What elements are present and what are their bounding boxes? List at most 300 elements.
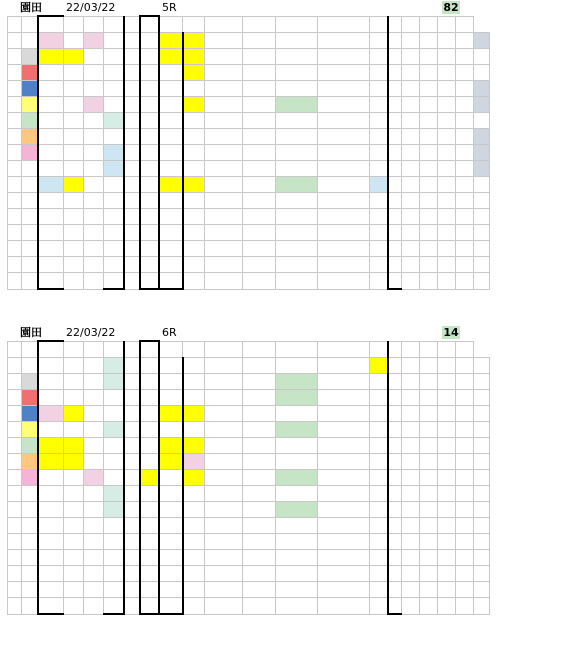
rank-a-cell[interactable] — [38, 97, 64, 113]
column-header[interactable] — [318, 16, 370, 33]
row-number[interactable] — [8, 33, 22, 49]
today-jockey[interactable] — [318, 257, 370, 273]
frame-number[interactable] — [22, 113, 38, 129]
table-row[interactable] — [8, 470, 490, 486]
distance-code[interactable] — [388, 518, 402, 534]
p-percent[interactable] — [438, 534, 456, 550]
p-count[interactable] — [456, 598, 474, 615]
finish-position[interactable] — [370, 97, 388, 113]
rank-b-cell[interactable] — [64, 129, 84, 145]
today-jockey[interactable] — [318, 358, 370, 374]
previous-grade[interactable] — [183, 81, 205, 97]
p-percent[interactable] — [438, 193, 456, 209]
frame-number[interactable] — [22, 65, 38, 81]
distance-horse[interactable] — [243, 193, 276, 209]
jockey-record[interactable] — [276, 534, 318, 550]
flow-arrow[interactable] — [124, 470, 140, 486]
table-row[interactable] — [8, 177, 490, 193]
previous-grade[interactable] — [183, 97, 205, 113]
rank-a-cell[interactable] — [38, 518, 64, 534]
finish-position[interactable] — [370, 193, 388, 209]
previous-grade[interactable] — [183, 550, 205, 566]
interval[interactable] — [474, 582, 490, 598]
rank-b-cell[interactable] — [64, 582, 84, 598]
table-row[interactable] — [8, 97, 490, 113]
today-jockey[interactable] — [318, 374, 370, 390]
column-header[interactable] — [140, 16, 159, 33]
column-header[interactable] — [64, 341, 84, 358]
evaluation-3[interactable] — [205, 225, 243, 241]
today-jockey[interactable] — [318, 33, 370, 49]
rank-b-cell[interactable] — [64, 97, 84, 113]
finish-position[interactable] — [370, 145, 388, 161]
k-percent[interactable] — [402, 598, 420, 615]
jockey-record[interactable] — [276, 454, 318, 470]
column-header[interactable] — [402, 341, 420, 358]
jockey-record[interactable] — [276, 129, 318, 145]
interval[interactable] — [474, 209, 490, 225]
p-percent[interactable] — [438, 225, 456, 241]
interval[interactable] — [474, 502, 490, 518]
k-count[interactable] — [420, 518, 438, 534]
evaluation-3[interactable] — [205, 502, 243, 518]
table-row[interactable] — [8, 566, 490, 582]
rank-d-cell[interactable] — [104, 49, 124, 65]
rank-b-cell[interactable] — [64, 241, 84, 257]
column-header[interactable] — [64, 16, 84, 33]
rank-d-cell[interactable] — [104, 374, 124, 390]
frame-number[interactable] — [22, 422, 38, 438]
finish-position[interactable] — [370, 209, 388, 225]
column-header[interactable] — [318, 341, 370, 358]
distance-code[interactable] — [388, 406, 402, 422]
rank-d-cell[interactable] — [104, 113, 124, 129]
jockey-record[interactable] — [276, 470, 318, 486]
evaluation-3[interactable] — [205, 177, 243, 193]
running-style[interactable] — [140, 470, 159, 486]
finish-position[interactable] — [370, 225, 388, 241]
row-number[interactable] — [8, 177, 22, 193]
rank-d-cell[interactable] — [104, 566, 124, 582]
previous-grade[interactable] — [183, 33, 205, 49]
interval[interactable] — [474, 534, 490, 550]
p-count[interactable] — [456, 550, 474, 566]
evaluation-3[interactable] — [205, 49, 243, 65]
distance-horse[interactable] — [243, 113, 276, 129]
previous-grade[interactable] — [183, 518, 205, 534]
distance-horse[interactable] — [243, 177, 276, 193]
p-count[interactable] — [456, 502, 474, 518]
k-count[interactable] — [420, 193, 438, 209]
p-percent[interactable] — [438, 406, 456, 422]
frame-number[interactable] — [22, 193, 38, 209]
rank-c-cell[interactable] — [84, 374, 104, 390]
today-jockey[interactable] — [318, 81, 370, 97]
header-frame[interactable] — [22, 341, 38, 358]
rank-b-cell[interactable] — [64, 49, 84, 65]
row-number[interactable] — [8, 241, 22, 257]
frame-number[interactable] — [22, 438, 38, 454]
jockey-record[interactable] — [276, 113, 318, 129]
k-count[interactable] — [420, 129, 438, 145]
prediction-mark[interactable] — [159, 193, 183, 209]
jockey-record[interactable] — [276, 241, 318, 257]
today-jockey[interactable] — [318, 486, 370, 502]
evaluation-3[interactable] — [205, 209, 243, 225]
today-jockey[interactable] — [318, 422, 370, 438]
rank-b-cell[interactable] — [64, 422, 84, 438]
distance-code[interactable] — [388, 257, 402, 273]
rank-b-cell[interactable] — [64, 113, 84, 129]
row-number[interactable] — [8, 534, 22, 550]
prediction-mark[interactable] — [159, 390, 183, 406]
k-count[interactable] — [420, 177, 438, 193]
interval[interactable] — [474, 257, 490, 273]
frame-number[interactable] — [22, 582, 38, 598]
prediction-mark[interactable] — [159, 438, 183, 454]
today-jockey[interactable] — [318, 209, 370, 225]
table-row[interactable] — [8, 406, 490, 422]
table-row[interactable] — [8, 374, 490, 390]
running-style[interactable] — [140, 33, 159, 49]
prediction-mark[interactable] — [159, 486, 183, 502]
table-row[interactable] — [8, 193, 490, 209]
running-style[interactable] — [140, 161, 159, 177]
k-count[interactable] — [420, 241, 438, 257]
previous-grade[interactable] — [183, 273, 205, 290]
previous-grade[interactable] — [183, 470, 205, 486]
column-header[interactable] — [243, 341, 276, 358]
frame-number[interactable] — [22, 225, 38, 241]
rank-b-cell[interactable] — [64, 470, 84, 486]
today-jockey[interactable] — [318, 49, 370, 65]
prediction-mark[interactable] — [159, 49, 183, 65]
table-row[interactable] — [8, 582, 490, 598]
distance-code[interactable] — [388, 374, 402, 390]
frame-number[interactable] — [22, 161, 38, 177]
table-row[interactable] — [8, 145, 490, 161]
previous-grade[interactable] — [183, 113, 205, 129]
p-count[interactable] — [456, 566, 474, 582]
rank-c-cell[interactable] — [84, 177, 104, 193]
k-percent[interactable] — [402, 358, 420, 374]
rank-c-cell[interactable] — [84, 390, 104, 406]
row-number[interactable] — [8, 486, 22, 502]
jockey-record[interactable] — [276, 177, 318, 193]
running-style[interactable] — [140, 257, 159, 273]
p-count[interactable] — [456, 129, 474, 145]
k-count[interactable] — [420, 358, 438, 374]
today-jockey[interactable] — [318, 145, 370, 161]
rank-a-cell[interactable] — [38, 161, 64, 177]
evaluation-3[interactable] — [205, 438, 243, 454]
finish-position[interactable] — [370, 454, 388, 470]
p-count[interactable] — [456, 273, 474, 290]
jockey-record[interactable] — [276, 209, 318, 225]
distance-horse[interactable] — [243, 518, 276, 534]
prediction-mark[interactable] — [159, 406, 183, 422]
row-number[interactable] — [8, 193, 22, 209]
column-header[interactable] — [183, 341, 205, 358]
jockey-record[interactable] — [276, 374, 318, 390]
table-row[interactable] — [8, 129, 490, 145]
rank-a-cell[interactable] — [38, 273, 64, 290]
interval[interactable] — [474, 422, 490, 438]
p-count[interactable] — [456, 33, 474, 49]
rank-a-cell[interactable] — [38, 454, 64, 470]
k-percent[interactable] — [402, 374, 420, 390]
rank-b-cell[interactable] — [64, 438, 84, 454]
p-count[interactable] — [456, 518, 474, 534]
distance-code[interactable] — [388, 209, 402, 225]
running-style[interactable] — [140, 177, 159, 193]
finish-position[interactable] — [370, 518, 388, 534]
rank-d-cell[interactable] — [104, 33, 124, 49]
p-percent[interactable] — [438, 81, 456, 97]
running-style[interactable] — [140, 534, 159, 550]
column-header[interactable] — [159, 16, 183, 33]
k-count[interactable] — [420, 33, 438, 49]
k-percent[interactable] — [402, 225, 420, 241]
rank-c-cell[interactable] — [84, 534, 104, 550]
interval[interactable] — [474, 113, 490, 129]
evaluation-3[interactable] — [205, 406, 243, 422]
frame-number[interactable] — [22, 390, 38, 406]
distance-code[interactable] — [388, 502, 402, 518]
row-number[interactable] — [8, 438, 22, 454]
rank-d-cell[interactable] — [104, 97, 124, 113]
k-percent[interactable] — [402, 470, 420, 486]
table-row[interactable] — [8, 113, 490, 129]
column-header[interactable] — [140, 341, 159, 358]
previous-grade[interactable] — [183, 406, 205, 422]
p-count[interactable] — [456, 81, 474, 97]
frame-number[interactable] — [22, 241, 38, 257]
table-row[interactable] — [8, 273, 490, 290]
evaluation-3[interactable] — [205, 193, 243, 209]
k-count[interactable] — [420, 374, 438, 390]
prediction-mark[interactable] — [159, 65, 183, 81]
prediction-mark[interactable] — [159, 273, 183, 290]
today-jockey[interactable] — [318, 97, 370, 113]
distance-horse[interactable] — [243, 65, 276, 81]
rank-b-cell[interactable] — [64, 257, 84, 273]
prediction-mark[interactable] — [159, 161, 183, 177]
evaluation-3[interactable] — [205, 129, 243, 145]
header-no[interactable] — [8, 341, 22, 358]
prediction-mark[interactable] — [159, 518, 183, 534]
column-header[interactable] — [456, 16, 474, 33]
rank-c-cell[interactable] — [84, 241, 104, 257]
k-count[interactable] — [420, 97, 438, 113]
rank-b-cell[interactable] — [64, 193, 84, 209]
column-header[interactable] — [402, 16, 420, 33]
interval[interactable] — [474, 273, 490, 290]
flow-arrow[interactable] — [124, 193, 140, 209]
p-percent[interactable] — [438, 273, 456, 290]
p-percent[interactable] — [438, 502, 456, 518]
k-count[interactable] — [420, 438, 438, 454]
flow-arrow[interactable] — [124, 518, 140, 534]
today-jockey[interactable] — [318, 598, 370, 615]
column-header[interactable] — [456, 341, 474, 358]
k-count[interactable] — [420, 273, 438, 290]
finish-position[interactable] — [370, 33, 388, 49]
rank-d-cell[interactable] — [104, 598, 124, 615]
previous-grade[interactable] — [183, 598, 205, 615]
rank-a-cell[interactable] — [38, 358, 64, 374]
evaluation-3[interactable] — [205, 97, 243, 113]
running-style[interactable] — [140, 65, 159, 81]
k-percent[interactable] — [402, 33, 420, 49]
previous-grade[interactable] — [183, 358, 205, 374]
distance-code[interactable] — [388, 129, 402, 145]
previous-grade[interactable] — [183, 534, 205, 550]
rank-c-cell[interactable] — [84, 518, 104, 534]
row-number[interactable] — [8, 518, 22, 534]
jockey-record[interactable] — [276, 145, 318, 161]
column-header[interactable] — [38, 341, 64, 358]
previous-grade[interactable] — [183, 129, 205, 145]
row-number[interactable] — [8, 225, 22, 241]
prediction-mark[interactable] — [159, 209, 183, 225]
flow-arrow[interactable] — [124, 257, 140, 273]
running-style[interactable] — [140, 422, 159, 438]
rank-c-cell[interactable] — [84, 358, 104, 374]
row-number[interactable] — [8, 81, 22, 97]
p-percent[interactable] — [438, 177, 456, 193]
jockey-record[interactable] — [276, 566, 318, 582]
rank-d-cell[interactable] — [104, 209, 124, 225]
finish-position[interactable] — [370, 177, 388, 193]
finish-position[interactable] — [370, 502, 388, 518]
row-number[interactable] — [8, 113, 22, 129]
k-percent[interactable] — [402, 145, 420, 161]
distance-horse[interactable] — [243, 49, 276, 65]
frame-number[interactable] — [22, 534, 38, 550]
interval[interactable] — [474, 241, 490, 257]
jockey-record[interactable] — [276, 550, 318, 566]
column-header[interactable] — [205, 16, 243, 33]
interval[interactable] — [474, 390, 490, 406]
jockey-record[interactable] — [276, 582, 318, 598]
rank-a-cell[interactable] — [38, 65, 64, 81]
k-count[interactable] — [420, 161, 438, 177]
evaluation-3[interactable] — [205, 374, 243, 390]
frame-number[interactable] — [22, 454, 38, 470]
running-style[interactable] — [140, 598, 159, 615]
interval[interactable] — [474, 225, 490, 241]
rank-d-cell[interactable] — [104, 145, 124, 161]
previous-grade[interactable] — [183, 422, 205, 438]
jockey-record[interactable] — [276, 486, 318, 502]
flow-arrow[interactable] — [124, 534, 140, 550]
flow-arrow[interactable] — [124, 113, 140, 129]
finish-position[interactable] — [370, 486, 388, 502]
frame-number[interactable] — [22, 566, 38, 582]
rank-d-cell[interactable] — [104, 358, 124, 374]
k-count[interactable] — [420, 422, 438, 438]
interval[interactable] — [474, 518, 490, 534]
distance-code[interactable] — [388, 81, 402, 97]
rank-a-cell[interactable] — [38, 422, 64, 438]
flow-arrow[interactable] — [124, 209, 140, 225]
distance-horse[interactable] — [243, 550, 276, 566]
previous-grade[interactable] — [183, 225, 205, 241]
flow-arrow[interactable] — [124, 454, 140, 470]
p-count[interactable] — [456, 145, 474, 161]
column-header[interactable] — [84, 16, 104, 33]
frame-number[interactable] — [22, 406, 38, 422]
evaluation-3[interactable] — [205, 33, 243, 49]
flow-arrow[interactable] — [124, 582, 140, 598]
header-frame[interactable] — [22, 16, 38, 33]
prediction-mark[interactable] — [159, 225, 183, 241]
evaluation-3[interactable] — [205, 113, 243, 129]
k-count[interactable] — [420, 470, 438, 486]
today-jockey[interactable] — [318, 390, 370, 406]
flow-arrow[interactable] — [124, 566, 140, 582]
today-jockey[interactable] — [318, 161, 370, 177]
p-percent[interactable] — [438, 374, 456, 390]
rank-b-cell[interactable] — [64, 33, 84, 49]
today-jockey[interactable] — [318, 225, 370, 241]
row-number[interactable] — [8, 97, 22, 113]
rank-a-cell[interactable] — [38, 390, 64, 406]
jockey-record[interactable] — [276, 97, 318, 113]
table-row[interactable] — [8, 161, 490, 177]
frame-number[interactable] — [22, 374, 38, 390]
p-percent[interactable] — [438, 49, 456, 65]
flow-arrow[interactable] — [124, 97, 140, 113]
rank-c-cell[interactable] — [84, 406, 104, 422]
rank-c-cell[interactable] — [84, 257, 104, 273]
previous-grade[interactable] — [183, 374, 205, 390]
rank-c-cell[interactable] — [84, 209, 104, 225]
interval[interactable] — [474, 454, 490, 470]
interval[interactable] — [474, 177, 490, 193]
flow-arrow[interactable] — [124, 65, 140, 81]
rank-a-cell[interactable] — [38, 438, 64, 454]
p-count[interactable] — [456, 97, 474, 113]
previous-grade[interactable] — [183, 502, 205, 518]
prediction-mark[interactable] — [159, 374, 183, 390]
prediction-mark[interactable] — [159, 97, 183, 113]
evaluation-3[interactable] — [205, 65, 243, 81]
flow-arrow[interactable] — [124, 145, 140, 161]
distance-horse[interactable] — [243, 257, 276, 273]
rank-a-cell[interactable] — [38, 582, 64, 598]
interval[interactable] — [474, 550, 490, 566]
p-count[interactable] — [456, 486, 474, 502]
row-number[interactable] — [8, 358, 22, 374]
today-jockey[interactable] — [318, 65, 370, 81]
jockey-record[interactable] — [276, 49, 318, 65]
frame-number[interactable] — [22, 273, 38, 290]
rank-d-cell[interactable] — [104, 534, 124, 550]
rank-b-cell[interactable] — [64, 406, 84, 422]
jockey-record[interactable] — [276, 518, 318, 534]
frame-number[interactable] — [22, 97, 38, 113]
rank-a-cell[interactable] — [38, 374, 64, 390]
previous-grade[interactable] — [183, 438, 205, 454]
p-percent[interactable] — [438, 486, 456, 502]
evaluation-3[interactable] — [205, 582, 243, 598]
p-percent[interactable] — [438, 598, 456, 615]
rank-c-cell[interactable] — [84, 161, 104, 177]
evaluation-3[interactable] — [205, 358, 243, 374]
flow-arrow[interactable] — [124, 598, 140, 615]
